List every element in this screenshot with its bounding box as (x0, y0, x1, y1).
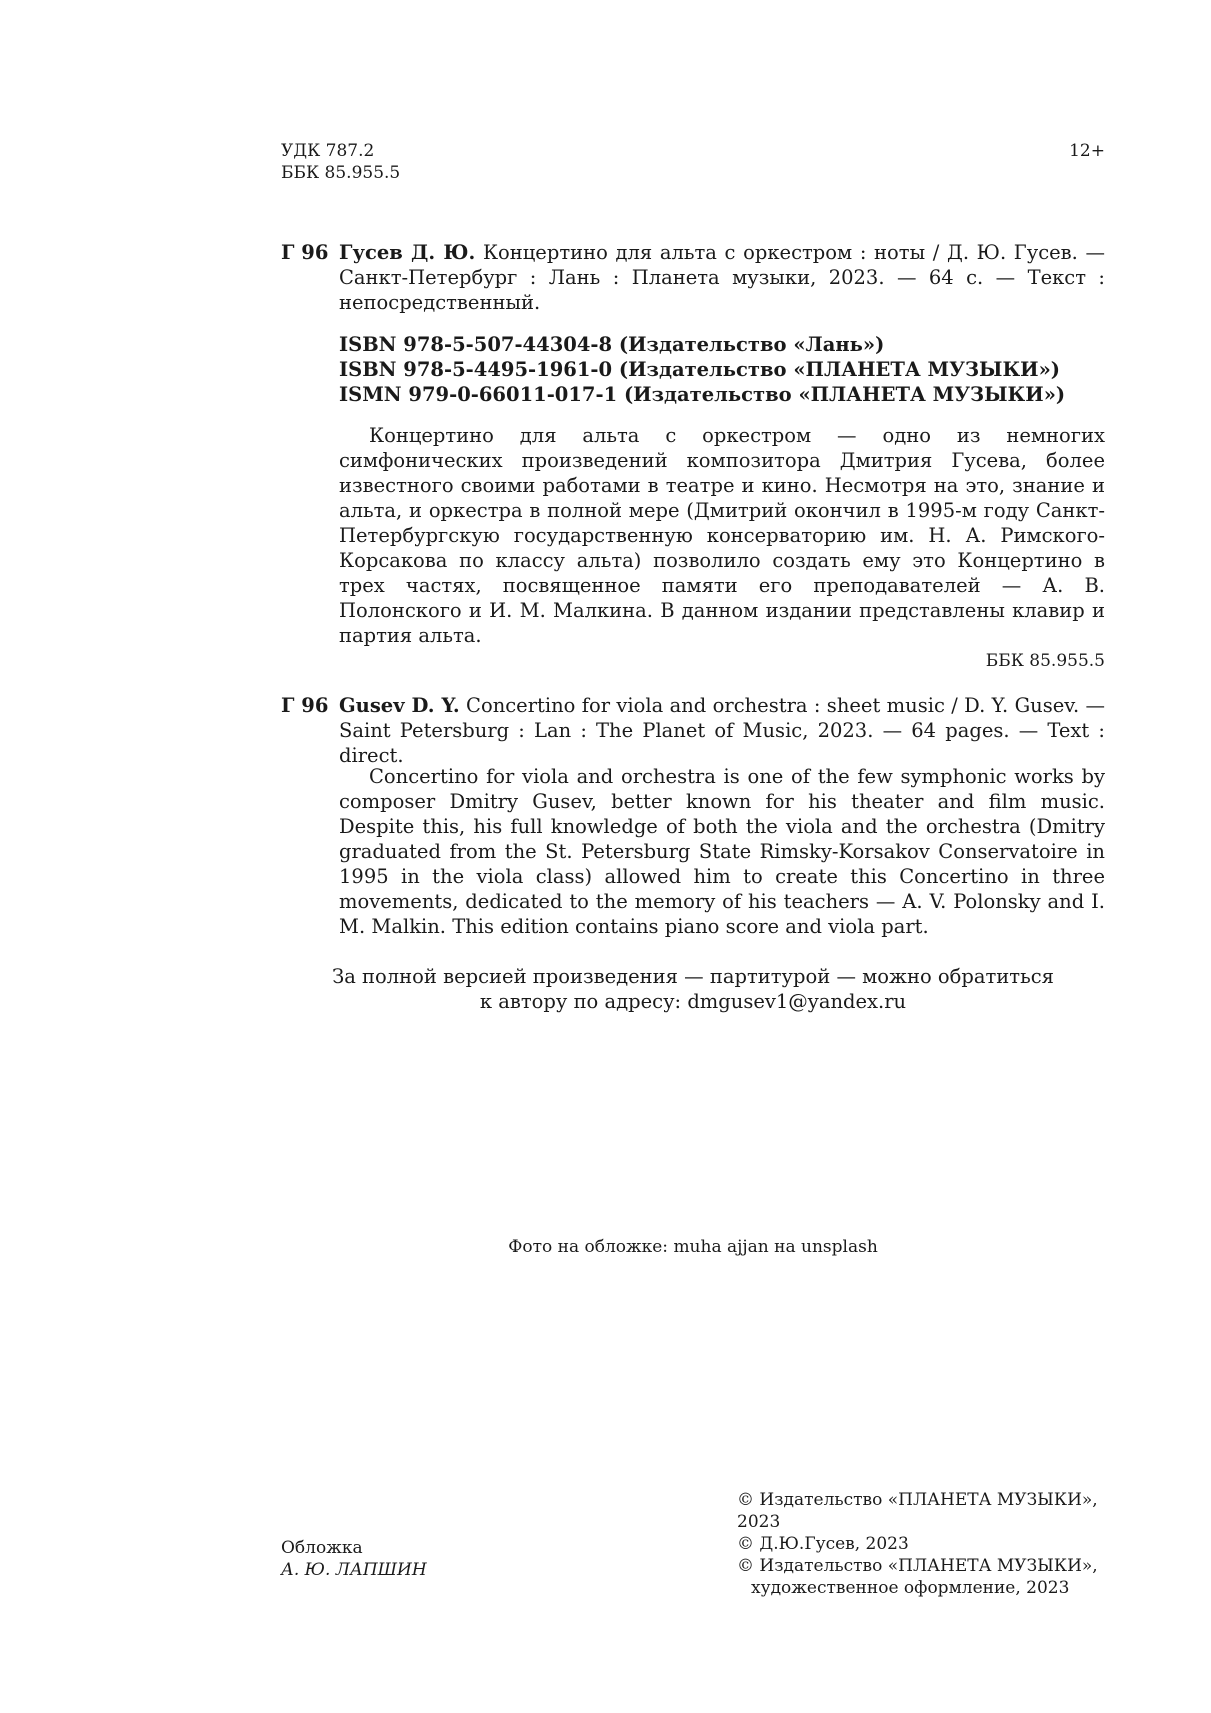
bbk-code-right: ББК 85.955.5 (985, 651, 1105, 671)
udk-code: УДК 787.2 (281, 141, 375, 161)
ru-abstract: Концертино для альта с оркестром — одно из немногих симфонических произведений композитора Дмитрия Гусева, более известного своими работами в театре и кино. Несмотря на это, знание и альта, и оркестра в полной мере (Дмитрий окончил в 1995-м году Санкт-Петербургскую государственную консерваторию им. Н. А. Римского-Корсакова по классу альта) позволило создать ему это Концертино в трех частях, посвященное памяти его преподавателей — А. В. Полонского и И. М. Малкина. В данном издании представлены клавир и партия альта. (339, 424, 1105, 647)
ru-bibliographic-entry (281, 240, 1105, 315)
isbn-block (339, 332, 1065, 407)
cover-label: Обложка (281, 1538, 363, 1558)
en-author: Gusev D. Y. (339, 694, 460, 717)
copyright-line: © Издательство «ПЛАНЕТА МУЗЫКИ», (737, 1490, 1098, 1510)
cover-credit (281, 1537, 427, 1581)
photo-credit: Фото на обложке: muha ajjan на unsplash (508, 1237, 878, 1257)
en-entry-text (339, 693, 1105, 768)
isbn-line: ISBN 978-5-4495-1961-0 (Издательство «ПЛАНЕТА МУЗЫКИ») (339, 358, 1061, 381)
contact-note (281, 964, 1105, 1014)
contact-line-1: За полной версией произведения — партитурой — можно обратиться (332, 965, 1054, 988)
copyright-line: © Издательство «ПЛАНЕТА МУЗЫКИ», (737, 1556, 1098, 1576)
en-abstract: Concertino for viola and orchestra is one of the few symphonic works by composer Dmitry Gusev, better known for his theater and film music. Despite this, his full knowledge of both the viola and the orchestra (Dmitry graduated from the St. Petersburg State Rimsky-Korsakov Conservatoire in 1995 in the viola class) allowed him to create this Concertino in three movements, dedicated to the memory of his teachers — A. V. Polonsky and I. M. Malkin. This edition contains piano score and viola part. (339, 765, 1105, 938)
bbk-code: ББК 85.955.5 (281, 163, 401, 183)
isbn-line: ISBN 978-5-507-44304-8 (Издательство «Лань») (339, 333, 885, 356)
ru-entry-text (339, 240, 1105, 315)
contact-line-2: к автору по адресу: dmgusev1@yandex.ru (479, 990, 907, 1013)
copyright-block (737, 1489, 1098, 1599)
en-description: Concertino for viola and orchestra : sheet music / D. Y. Gusev. — Saint Petersburg : Lan : The Planet of Music, 2023. — 64 pages. — Text : direct. (339, 694, 1106, 767)
en-bibliographic-entry (281, 693, 1105, 768)
ru-author: Гусев Д. Ю. (339, 241, 476, 264)
copyright-line: художественное оформление, 2023 (751, 1578, 1070, 1598)
ru-author-mark: Г 96 (281, 241, 329, 264)
age-rating: 12+ (1069, 141, 1105, 161)
copyright-line: © Д.Ю.Гусев, 2023 (737, 1534, 909, 1554)
classification-codes (281, 140, 400, 184)
ismn-line: ISMN 979-0-66011-017-1 (Издательство «ПЛАНЕТА МУЗЫКИ») (339, 383, 1066, 406)
en-author-mark: Г 96 (281, 694, 329, 717)
cover-designer: А. Ю. ЛАПШИН (281, 1560, 427, 1580)
ru-description: Концертино для альта с оркестром : ноты / Д. Ю. Гусев. — Санкт-Петербург : Лань : Планета музыки, 2023. — 64 с. — Текст : непосредственный. (339, 241, 1105, 314)
copyright-line: 2023 (737, 1512, 781, 1532)
